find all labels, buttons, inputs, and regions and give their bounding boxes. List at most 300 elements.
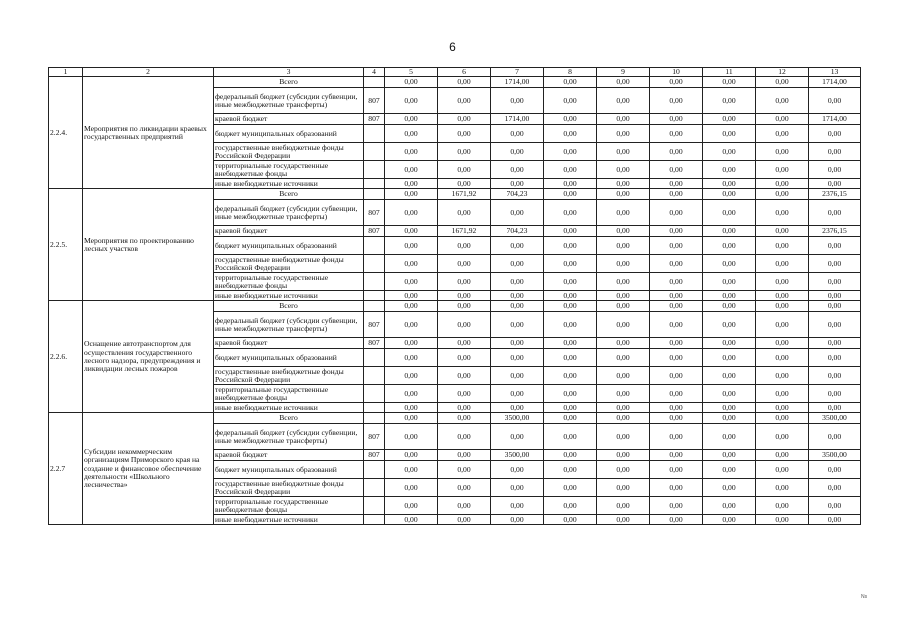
- amount-cell: 0,00: [385, 237, 438, 255]
- amount-cell: 0,00: [544, 497, 597, 515]
- funding-source: краевой бюджет: [214, 450, 364, 461]
- amount-cell: 0,00: [438, 424, 491, 450]
- amount-cell: 0,00: [650, 461, 703, 479]
- amount-cell: 0,00: [650, 497, 703, 515]
- amount-cell: 704,23: [491, 226, 544, 237]
- budget-code: [364, 479, 385, 497]
- measure-code: 2.2.6.: [49, 301, 83, 413]
- amount-cell: 0,00: [703, 424, 756, 450]
- amount-cell: 3500,00: [491, 450, 544, 461]
- amount-cell: 0,00: [491, 255, 544, 273]
- amount-cell: 0,00: [703, 349, 756, 367]
- amount-cell: 0,00: [385, 179, 438, 189]
- amount-cell: 0,00: [703, 189, 756, 200]
- amount-cell: 0,00: [597, 255, 650, 273]
- amount-cell: 0,00: [544, 385, 597, 403]
- amount-cell: 0,00: [809, 424, 861, 450]
- amount-cell: 0,00: [756, 312, 809, 338]
- funding-source: бюджет муниципальных образований: [214, 125, 364, 143]
- amount-cell: 0,00: [650, 312, 703, 338]
- funding-source: федеральный бюджет (субсидии субвенции, иные межбюджетные трансферты): [214, 88, 364, 114]
- amount-cell: 0,00: [809, 515, 861, 525]
- amount-cell: 0,00: [438, 515, 491, 525]
- amount-cell: 0,00: [703, 301, 756, 312]
- amount-cell: 0,00: [756, 291, 809, 301]
- amount-cell: 0,00: [544, 291, 597, 301]
- amount-cell: 0,00: [491, 403, 544, 413]
- amount-cell: 0,00: [385, 349, 438, 367]
- amount-cell: 1714,00: [809, 114, 861, 125]
- table-row: [49, 77, 861, 88]
- amount-cell: 0,00: [597, 312, 650, 338]
- amount-cell: 2376,15: [809, 226, 861, 237]
- amount-cell: 0,00: [650, 385, 703, 403]
- amount-cell: 0,00: [491, 349, 544, 367]
- amount-cell: 0,00: [756, 179, 809, 189]
- amount-cell: 0,00: [438, 338, 491, 349]
- amount-cell: 0,00: [756, 385, 809, 403]
- amount-cell: 0,00: [756, 88, 809, 114]
- amount-cell: 0,00: [385, 385, 438, 403]
- amount-cell: 0,00: [756, 413, 809, 424]
- amount-cell: 0,00: [703, 385, 756, 403]
- amount-cell: 0,00: [491, 273, 544, 291]
- budget-code: [364, 349, 385, 367]
- funding-source: территориальные государственные внебюджетные фонды: [214, 385, 364, 403]
- budget-code: 807: [364, 338, 385, 349]
- amount-cell: 0,00: [703, 367, 756, 385]
- amount-cell: 0,00: [650, 161, 703, 179]
- amount-cell: 0,00: [809, 273, 861, 291]
- amount-cell: 0,00: [703, 479, 756, 497]
- amount-cell: 0,00: [438, 291, 491, 301]
- amount-cell: 0,00: [650, 301, 703, 312]
- column-number-row: [49, 68, 861, 77]
- amount-cell: 0,00: [385, 461, 438, 479]
- amount-cell: 0,00: [491, 291, 544, 301]
- amount-cell: 0,00: [491, 200, 544, 226]
- budget-code: [364, 189, 385, 200]
- amount-cell: 0,00: [544, 515, 597, 525]
- col-header: 9: [597, 68, 650, 77]
- budget-table: [48, 67, 861, 525]
- amount-cell: 3500,00: [809, 413, 861, 424]
- funding-source: иные внебюджетные источники: [214, 515, 364, 525]
- amount-cell: 0,00: [491, 479, 544, 497]
- amount-cell: 0,00: [650, 143, 703, 161]
- amount-cell: 0,00: [491, 367, 544, 385]
- col-header: 11: [703, 68, 756, 77]
- amount-cell: 0,00: [650, 77, 703, 88]
- amount-cell: 0,00: [756, 479, 809, 497]
- amount-cell: 0,00: [544, 237, 597, 255]
- budget-code: 807: [364, 88, 385, 114]
- amount-cell: 0,00: [650, 125, 703, 143]
- amount-cell: 0,00: [438, 479, 491, 497]
- amount-cell: 0,00: [597, 114, 650, 125]
- amount-cell: 0,00: [491, 301, 544, 312]
- amount-cell: 0,00: [597, 77, 650, 88]
- amount-cell: 0,00: [703, 338, 756, 349]
- table-row: [49, 301, 861, 312]
- amount-cell: 0,00: [597, 200, 650, 226]
- amount-cell: 0,00: [809, 338, 861, 349]
- amount-cell: 0,00: [650, 413, 703, 424]
- amount-cell: 0,00: [809, 200, 861, 226]
- amount-cell: 0,00: [756, 200, 809, 226]
- amount-cell: 0,00: [438, 125, 491, 143]
- col-header: 8: [544, 68, 597, 77]
- funding-source: Всего: [214, 413, 364, 424]
- amount-cell: 0,00: [597, 179, 650, 189]
- amount-cell: 0,00: [809, 143, 861, 161]
- amount-cell: 0,00: [597, 413, 650, 424]
- amount-cell: 0,00: [385, 367, 438, 385]
- measure-code: 2.2.4.: [49, 77, 83, 189]
- amount-cell: 0,00: [438, 179, 491, 189]
- amount-cell: 0,00: [650, 349, 703, 367]
- amount-cell: 0,00: [544, 413, 597, 424]
- amount-cell: 0,00: [650, 226, 703, 237]
- amount-cell: 0,00: [809, 461, 861, 479]
- amount-cell: 0,00: [544, 200, 597, 226]
- funding-source: краевой бюджет: [214, 338, 364, 349]
- amount-cell: 0,00: [703, 200, 756, 226]
- amount-cell: 2376,15: [809, 189, 861, 200]
- funding-source: федеральный бюджет (субсидии субвенции, иные межбюджетные трансферты): [214, 424, 364, 450]
- funding-source: Всего: [214, 77, 364, 88]
- amount-cell: 0,00: [756, 114, 809, 125]
- amount-cell: 0,00: [809, 179, 861, 189]
- funding-source: государственные внебюджетные фонды Российской Федерации: [214, 143, 364, 161]
- amount-cell: 0,00: [544, 479, 597, 497]
- amount-cell: 0,00: [809, 367, 861, 385]
- amount-cell: 0,00: [703, 403, 756, 413]
- amount-cell: 0,00: [438, 200, 491, 226]
- amount-cell: 0,00: [597, 349, 650, 367]
- amount-cell: 0,00: [385, 301, 438, 312]
- funding-source: государственные внебюджетные фонды Российской Федерации: [214, 367, 364, 385]
- funding-source: федеральный бюджет (субсидии субвенции, иные межбюджетные трансферты): [214, 200, 364, 226]
- amount-cell: 0,00: [703, 161, 756, 179]
- amount-cell: 1714,00: [491, 77, 544, 88]
- budget-code: [364, 385, 385, 403]
- amount-cell: 0,00: [703, 237, 756, 255]
- amount-cell: 0,00: [597, 88, 650, 114]
- funding-source: бюджет муниципальных образований: [214, 349, 364, 367]
- amount-cell: 0,00: [597, 338, 650, 349]
- amount-cell: 0,00: [438, 273, 491, 291]
- amount-cell: 0,00: [385, 255, 438, 273]
- amount-cell: 0,00: [491, 161, 544, 179]
- amount-cell: 0,00: [650, 88, 703, 114]
- amount-cell: 0,00: [544, 143, 597, 161]
- amount-cell: 0,00: [597, 403, 650, 413]
- table-row: [49, 189, 861, 200]
- amount-cell: 0,00: [597, 424, 650, 450]
- budget-code: [364, 125, 385, 143]
- col-header: 3: [214, 68, 364, 77]
- amount-cell: 0,00: [756, 143, 809, 161]
- amount-cell: 0,00: [756, 301, 809, 312]
- amount-cell: 0,00: [650, 255, 703, 273]
- amount-cell: 0,00: [703, 413, 756, 424]
- budget-code: [364, 291, 385, 301]
- amount-cell: 0,00: [438, 413, 491, 424]
- funding-source: государственные внебюджетные фонды Российской Федерации: [214, 255, 364, 273]
- amount-cell: 0,00: [385, 226, 438, 237]
- amount-cell: 0,00: [809, 161, 861, 179]
- amount-cell: 0,00: [597, 291, 650, 301]
- funding-source: территориальные государственные внебюджетные фонды: [214, 273, 364, 291]
- amount-cell: 0,00: [385, 143, 438, 161]
- amount-cell: 0,00: [385, 424, 438, 450]
- budget-code: [364, 497, 385, 515]
- amount-cell: 0,00: [650, 515, 703, 525]
- amount-cell: 0,00: [491, 338, 544, 349]
- measure-name: Субсидии некоммерческим организациям Приморского края на создание и финансовое обеспечение деятельности «Школьного лесничества»: [83, 413, 214, 525]
- budget-code: 807: [364, 312, 385, 338]
- amount-cell: 0,00: [809, 125, 861, 143]
- amount-cell: 0,00: [544, 255, 597, 273]
- budget-code: [364, 77, 385, 88]
- amount-cell: 0,00: [756, 77, 809, 88]
- amount-cell: 0,00: [491, 424, 544, 450]
- amount-cell: 0,00: [438, 88, 491, 114]
- amount-cell: 0,00: [544, 273, 597, 291]
- funding-source: иные внебюджетные источники: [214, 403, 364, 413]
- amount-cell: 0,00: [597, 301, 650, 312]
- amount-cell: 0,00: [650, 179, 703, 189]
- amount-cell: 0,00: [385, 114, 438, 125]
- amount-cell: 0,00: [544, 367, 597, 385]
- amount-cell: 0,00: [597, 450, 650, 461]
- amount-cell: 0,00: [544, 179, 597, 189]
- budget-code: [364, 237, 385, 255]
- amount-cell: 0,00: [385, 312, 438, 338]
- amount-cell: 0,00: [597, 189, 650, 200]
- amount-cell: 0,00: [385, 200, 438, 226]
- amount-cell: 0,00: [756, 161, 809, 179]
- amount-cell: 0,00: [385, 338, 438, 349]
- budget-code: 807: [364, 424, 385, 450]
- amount-cell: 0,00: [544, 301, 597, 312]
- amount-cell: 0,00: [703, 461, 756, 479]
- amount-cell: 0,00: [544, 226, 597, 237]
- budget-code: [364, 461, 385, 479]
- funding-source: территориальные государственные внебюджетные фонды: [214, 161, 364, 179]
- amount-cell: 0,00: [544, 403, 597, 413]
- amount-cell: 0,00: [385, 161, 438, 179]
- amount-cell: 0,00: [385, 403, 438, 413]
- amount-cell: 0,00: [650, 479, 703, 497]
- funding-source: иные внебюджетные источники: [214, 291, 364, 301]
- amount-cell: 0,00: [385, 77, 438, 88]
- amount-cell: 0,00: [703, 255, 756, 273]
- amount-cell: 0,00: [544, 450, 597, 461]
- amount-cell: 0,00: [703, 273, 756, 291]
- amount-cell: 704,23: [491, 189, 544, 200]
- measure-code: 2.2.5.: [49, 189, 83, 301]
- amount-cell: 0,00: [597, 273, 650, 291]
- amount-cell: 0,00: [703, 179, 756, 189]
- amount-cell: 3500,00: [491, 413, 544, 424]
- amount-cell: 0,00: [703, 125, 756, 143]
- amount-cell: 0,00: [385, 497, 438, 515]
- amount-cell: 0,00: [756, 189, 809, 200]
- funding-source: территориальные государственные внебюджетные фонды: [214, 497, 364, 515]
- amount-cell: 1714,00: [491, 114, 544, 125]
- amount-cell: 0,00: [756, 450, 809, 461]
- amount-cell: 0,00: [491, 88, 544, 114]
- amount-cell: 0,00: [650, 200, 703, 226]
- budget-code: 807: [364, 114, 385, 125]
- amount-cell: 0,00: [703, 143, 756, 161]
- amount-cell: 0,00: [597, 385, 650, 403]
- amount-cell: 0,00: [544, 338, 597, 349]
- col-header: 12: [756, 68, 809, 77]
- amount-cell: 1671,92: [438, 189, 491, 200]
- amount-cell: 0,00: [756, 461, 809, 479]
- amount-cell: 0,00: [650, 424, 703, 450]
- amount-cell: 0,00: [438, 161, 491, 179]
- amount-cell: 0,00: [385, 88, 438, 114]
- funding-source: бюджет муниципальных образований: [214, 461, 364, 479]
- amount-cell: 0,00: [703, 515, 756, 525]
- col-header: 13: [809, 68, 861, 77]
- amount-cell: 0,00: [809, 237, 861, 255]
- amount-cell: 0,00: [703, 450, 756, 461]
- amount-cell: 0,00: [438, 367, 491, 385]
- amount-cell: 0,00: [597, 125, 650, 143]
- budget-code: [364, 161, 385, 179]
- amount-cell: 0,00: [650, 450, 703, 461]
- amount-cell: 0,00: [756, 255, 809, 273]
- amount-cell: 0,00: [597, 161, 650, 179]
- measure-name: Мероприятия по ликвидации краевых государственных предприятий: [83, 77, 214, 189]
- amount-cell: 0,00: [809, 312, 861, 338]
- amount-cell: 0,00: [385, 515, 438, 525]
- amount-cell: 0,00: [385, 189, 438, 200]
- amount-cell: 0,00: [438, 143, 491, 161]
- amount-cell: 0,00: [438, 349, 491, 367]
- budget-code: [364, 403, 385, 413]
- col-header: 10: [650, 68, 703, 77]
- amount-cell: 0,00: [385, 273, 438, 291]
- amount-cell: 0,00: [385, 450, 438, 461]
- budget-code: [364, 301, 385, 312]
- amount-cell: 0,00: [491, 237, 544, 255]
- amount-cell: 0,00: [650, 403, 703, 413]
- amount-cell: 0,00: [650, 237, 703, 255]
- amount-cell: 0,00: [544, 189, 597, 200]
- amount-cell: 0,00: [491, 312, 544, 338]
- amount-cell: 0,00: [438, 312, 491, 338]
- funding-source: иные внебюджетные источники: [214, 179, 364, 189]
- amount-cell: 0,00: [597, 479, 650, 497]
- amount-cell: 0,00: [438, 461, 491, 479]
- amount-cell: 0,00: [544, 114, 597, 125]
- amount-cell: 0,00: [438, 301, 491, 312]
- funding-source: государственные внебюджетные фонды Российской Федерации: [214, 479, 364, 497]
- amount-cell: 0,00: [544, 312, 597, 338]
- amount-cell: 0,00: [438, 114, 491, 125]
- table-row: [49, 413, 861, 424]
- amount-cell: 0,00: [544, 461, 597, 479]
- amount-cell: 0,00: [438, 255, 491, 273]
- budget-code: 807: [364, 200, 385, 226]
- amount-cell: 0,00: [385, 125, 438, 143]
- funding-source: Всего: [214, 189, 364, 200]
- amount-cell: 0,00: [650, 114, 703, 125]
- amount-cell: 0,00: [809, 403, 861, 413]
- amount-cell: 0,00: [597, 367, 650, 385]
- amount-cell: 0,00: [756, 403, 809, 413]
- amount-cell: 0,00: [756, 367, 809, 385]
- amount-cell: 0,00: [809, 349, 861, 367]
- measure-code: 2.2.7: [49, 413, 83, 525]
- amount-cell: 0,00: [756, 273, 809, 291]
- amount-cell: 1714,00: [809, 77, 861, 88]
- amount-cell: 0,00: [491, 461, 544, 479]
- amount-cell: 0,00: [650, 338, 703, 349]
- amount-cell: 0,00: [544, 424, 597, 450]
- measure-name: Оснащение автотранспортом для осуществления государственного лесного надзора, предупреждения и ликвидации лесных пожаров: [83, 301, 214, 413]
- amount-cell: 0,00: [491, 515, 544, 525]
- amount-cell: 1671,92: [438, 226, 491, 237]
- amount-cell: 0,00: [491, 385, 544, 403]
- amount-cell: 0,00: [703, 88, 756, 114]
- amount-cell: 0,00: [809, 301, 861, 312]
- amount-cell: 0,00: [809, 291, 861, 301]
- amount-cell: 0,00: [385, 291, 438, 301]
- amount-cell: 0,00: [756, 497, 809, 515]
- budget-code: [364, 255, 385, 273]
- col-header: 7: [491, 68, 544, 77]
- amount-cell: 0,00: [491, 125, 544, 143]
- amount-cell: 0,00: [756, 515, 809, 525]
- amount-cell: 0,00: [703, 226, 756, 237]
- amount-cell: 0,00: [650, 189, 703, 200]
- funding-source: Всего: [214, 301, 364, 312]
- amount-cell: 0,00: [544, 349, 597, 367]
- amount-cell: 0,00: [809, 255, 861, 273]
- col-header: 6: [438, 68, 491, 77]
- budget-code: [364, 367, 385, 385]
- amount-cell: 0,00: [756, 237, 809, 255]
- budget-code: 807: [364, 226, 385, 237]
- amount-cell: 0,00: [809, 479, 861, 497]
- amount-cell: 0,00: [544, 88, 597, 114]
- col-header: 2: [83, 68, 214, 77]
- amount-cell: 0,00: [438, 450, 491, 461]
- amount-cell: 0,00: [597, 515, 650, 525]
- amount-cell: 0,00: [491, 497, 544, 515]
- amount-cell: 0,00: [756, 338, 809, 349]
- funding-source: краевой бюджет: [214, 114, 364, 125]
- budget-code: [364, 273, 385, 291]
- amount-cell: 0,00: [544, 161, 597, 179]
- amount-cell: 0,00: [703, 497, 756, 515]
- budget-code: 807: [364, 450, 385, 461]
- amount-cell: 0,00: [597, 226, 650, 237]
- amount-cell: 0,00: [597, 461, 650, 479]
- amount-cell: 0,00: [809, 385, 861, 403]
- amount-cell: 0,00: [809, 497, 861, 515]
- amount-cell: 3500,00: [809, 450, 861, 461]
- amount-cell: 0,00: [756, 424, 809, 450]
- amount-cell: 0,00: [438, 497, 491, 515]
